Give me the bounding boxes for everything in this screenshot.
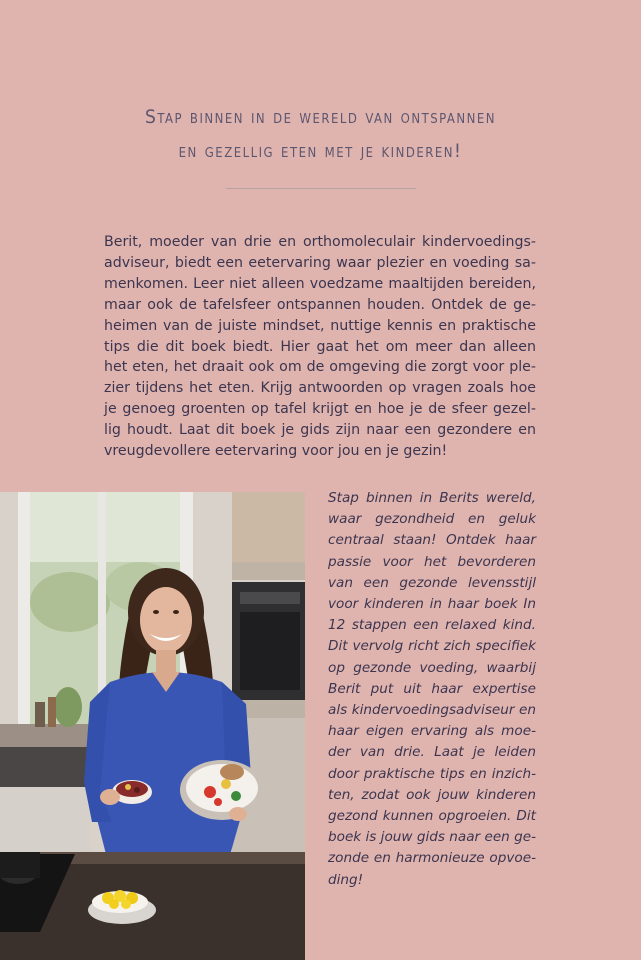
intro-line: het eten, het draait ook om de omgeving die zorgt voor ple- [104, 359, 536, 376]
side-line: door praktische tips en inzich- [328, 765, 536, 782]
intro-line: Berit, moeder van drie en orthomoleculair kindervoedings- [104, 234, 536, 250]
intro-line: lig houdt. Laat dit boek je gids zijn naar een gezondere en [104, 422, 536, 439]
side-paragraph [328, 488, 536, 891]
side-line: boek is jouw gids naar een ge- [328, 829, 537, 846]
intro-line: zier tijdens het eten. Krijg antwoorden op vragen zoals hoe [104, 380, 536, 397]
intro-line: vreugdevollere eetervaring voor jou en je gezin! [104, 443, 448, 460]
side-line: als kindervoedingsadviseur en [328, 702, 536, 719]
intro-line: menkomen. Leer niet alleen voedzame maaltijden bereiden, [104, 275, 536, 292]
side-line: van een gezonde levensstijl [328, 574, 536, 591]
side-line: waar gezondheid en geluk [328, 511, 536, 528]
headline-line-2: en gezellig eten met je kinderen! [178, 140, 463, 162]
side-line: op gezonde voeding, waarbij [328, 659, 536, 676]
side-line: 12 stappen een relaxed kind. [328, 617, 536, 634]
side-line: Dit vervolg richt zich specifiek [328, 638, 536, 655]
intro-line: heimen van de juiste mindset, nuttige kennis en praktische [104, 317, 536, 334]
side-line: der van drie. Laat je leiden [328, 744, 536, 761]
author-photo [0, 492, 305, 960]
side-line: zonde en harmonieuze opvoe- [328, 850, 536, 867]
side-line: gezond kunnen opgroeien. Dit [328, 808, 536, 825]
intro-paragraph [104, 232, 536, 462]
side-line: ten, zodat ook jouw kinderen [328, 786, 536, 803]
side-line: voor kinderen in haar boek In [328, 596, 536, 613]
intro-line: tips die dit boek biedt. Hier gaat het om meer dan alleen [104, 338, 536, 355]
headline-line-1: Stap binnen in de wereld van ontspannen [144, 106, 497, 128]
side-line: Berit put uit haar expertise [328, 680, 536, 697]
intro-line: maar ook de tafelsfeer ontspannen houden. Ontdek de ge- [104, 296, 536, 313]
side-line: ding! [328, 871, 364, 888]
side-line: passie voor het bevorderen [328, 553, 536, 570]
side-line: centraal staan! Ontdek haar [328, 532, 536, 549]
intro-line: adviseur, biedt een eetervaring waar plezier en voeding sa- [104, 254, 536, 271]
intro-line: je genoeg groenten op tafel krijgt en hoe je de sfeer gezel- [104, 401, 536, 418]
divider [226, 188, 416, 189]
side-line: Stap binnen in Berits wereld, [328, 490, 536, 506]
back-cover-headline [120, 100, 521, 168]
side-line: haar eigen ervaring als moe- [328, 723, 536, 740]
